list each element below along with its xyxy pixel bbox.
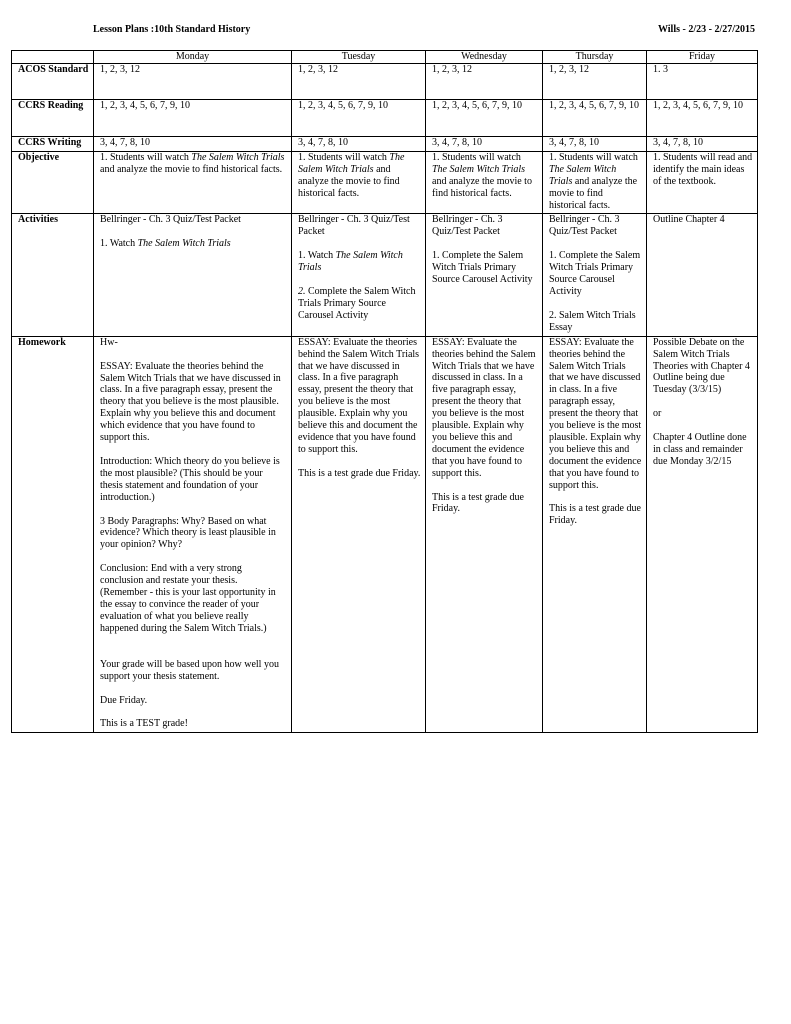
essay-prompt: ESSAY: Evaluate the theories behind the Salem Witch Trials that we have discussed in class. In a five paragraph essay, present the theory that you believe is the most plausible. Explain why you believe this and document the evidence that you have found to support this.	[549, 336, 642, 491]
movie-title: The Salem Witch Trials	[298, 250, 403, 274]
movie-title: The Salem Witch Trials	[137, 238, 231, 250]
writing-wednesday: 3, 4, 7, 8, 10	[426, 137, 543, 152]
reading-friday: 1, 2, 3, 4, 5, 6, 7, 9, 10	[647, 100, 758, 137]
row-label-writing: CCRS Writing	[12, 137, 94, 152]
day-header-thursday: Thursday	[543, 51, 647, 64]
day-header-monday: Monday	[94, 51, 292, 64]
acos-monday: 1, 2, 3, 12	[94, 64, 292, 100]
day-header-wednesday: Wednesday	[426, 51, 543, 64]
movie-title: The Salem Witch Trials	[298, 151, 405, 175]
essay-prompt: ESSAY: Evaluate the theories behind the Salem Witch Trials that we have discussed in class. In a five paragraph essay, present the theory that you believe is the most plausible. Explain why you believe this and document the evidence that you have found to support this.	[432, 336, 536, 479]
essay-prompt: ESSAY: Evaluate the theories behind the Salem Witch Trials that we have discussed in class. In a five paragraph essay, present the theory that you believe is the most plausible. Explain why you believe this and document the evidence that you have found to support this.	[298, 336, 420, 455]
writing-row	[12, 137, 758, 152]
complete-activity-text: 1. Complete the Salem Witch Trials Primary Source Carousel Activity	[549, 250, 641, 297]
reading-row	[12, 100, 758, 137]
writing-tuesday: 3, 4, 7, 8, 10	[292, 137, 426, 152]
objective-thursday: 1. Students will watch The Salem Witch Trials and analyze the movie to find historical facts.	[543, 151, 647, 214]
complete-activity-text: 2. Complete the Salem Witch Trials Primary Source Carousel Activity	[298, 286, 416, 321]
activities-row	[12, 214, 758, 336]
objective-monday: 1. Students will watch The Salem Witch Trials and analyze the movie to find historical facts.	[94, 151, 292, 214]
hw-label: Hw-	[100, 336, 118, 348]
objective-wednesday: 1. Students will watch The Salem Witch Trials and analyze the movie to find historical facts.	[426, 151, 543, 214]
activities-tuesday	[292, 214, 426, 336]
or-text: or	[653, 408, 662, 420]
homework-thursday	[543, 336, 647, 733]
test-grade-note: This is a test grade due Friday.	[298, 467, 421, 479]
writing-monday: 3, 4, 7, 8, 10	[94, 137, 292, 152]
body-instructions: 3 Body Paragraphs: Why? Based on what evidence? Which theory is least plausible in your opinion? Why?	[100, 515, 276, 551]
lesson-plan-table	[11, 50, 758, 733]
reading-thursday: 1, 2, 3, 4, 5, 6, 7, 9, 10	[543, 100, 647, 137]
activities-friday: Outline Chapter 4	[647, 214, 758, 336]
introduction-instructions: Introduction: Which theory do you believe is the most plausible? (This should be your thesis statement and foundation of your introduction.)	[100, 455, 280, 503]
essay-prompt: ESSAY: Evaluate the theories behind the Salem Witch Trials that we have discussed in class. In a five paragraph essay, present the theory that you believe is the most plausible. Explain why you believe this and document which evidence that you have found to support this.	[100, 360, 281, 444]
grade-note: Your grade will be based upon how well you support your thesis statement.	[100, 658, 279, 682]
complete-activity-text: 1. Complete the Salem Witch Trials Primary Source Carousel Activity	[432, 250, 533, 286]
acos-tuesday: 1, 2, 3, 12	[292, 64, 426, 100]
watch-text: 1. Watch The Salem Witch Trials	[298, 250, 403, 274]
movie-title: The Salem Witch Trials	[549, 163, 617, 187]
corner-cell	[12, 51, 94, 64]
debate-note: Possible Debate on the Salem Witch Trials Theories with Chapter 4 Outline being due Tuesday (3/3/15)	[653, 336, 750, 396]
homework-tuesday	[292, 336, 426, 733]
activities-thursday	[543, 214, 647, 336]
homework-friday	[647, 336, 758, 733]
homework-wednesday	[426, 336, 543, 733]
acos-friday: 1. 3	[647, 64, 758, 100]
day-header-friday: Friday	[647, 51, 758, 64]
day-header-row	[12, 51, 758, 64]
homework-monday	[94, 336, 292, 733]
due-note: Due Friday.	[100, 694, 148, 706]
test-grade-note: This is a test grade due Friday.	[432, 491, 524, 515]
objective-row	[12, 151, 758, 214]
objective-tuesday: 1. Students will watch The Salem Witch Trials and analyze the movie to find historical facts.	[292, 151, 426, 214]
homework-row	[12, 336, 758, 733]
activities-monday	[94, 214, 292, 336]
conclusion-instructions: Conclusion: End with a very strong conclusion and restate your thesis. (Remember - this is your last opportunity in the essay to convince the reader of your evaluation of what you believe really happened during the Salem Witch Trials.)	[100, 563, 276, 634]
writing-friday: 3, 4, 7, 8, 10	[647, 137, 758, 152]
acos-thursday: 1, 2, 3, 12	[543, 64, 647, 100]
row-label-objective: Objective	[12, 151, 94, 214]
outline-note: Chapter 4 Outline done in class and remainder due Monday 3/2/15	[653, 432, 747, 467]
test-grade-note: This is a test grade due Friday.	[549, 503, 641, 527]
reading-wednesday: 1, 2, 3, 4, 5, 6, 7, 9, 10	[426, 100, 543, 137]
writing-thursday: 3, 4, 7, 8, 10	[543, 137, 647, 152]
acos-wednesday: 1, 2, 3, 12	[426, 64, 543, 100]
reading-monday: 1, 2, 3, 4, 5, 6, 7, 9, 10	[94, 100, 292, 137]
essay-activity-text: 2. Salem Witch Trials Essay	[549, 309, 636, 333]
bellringer-text: Bellringer - Ch. 3 Quiz/Test Packet	[432, 214, 503, 238]
day-header-tuesday: Tuesday	[292, 51, 426, 64]
watch-text: 1. Watch The Salem Witch Trials	[100, 238, 231, 250]
row-label-reading: CCRS Reading	[12, 100, 94, 137]
movie-title: The Salem Witch Trials	[432, 163, 526, 175]
row-label-acos: ACOS Standard	[12, 64, 94, 100]
bellringer-text: Bellringer - Ch. 3 Quiz/Test Packet	[100, 214, 241, 226]
bellringer-text: Bellringer - Ch. 3 Quiz/Test Packet	[298, 214, 410, 238]
movie-title: The Salem Witch Trials	[191, 151, 285, 163]
activities-wednesday	[426, 214, 543, 336]
row-label-activities: Activities	[12, 214, 94, 336]
document-title: Lesson Plans :10th Standard History	[93, 24, 251, 35]
test-grade-note: This is a TEST grade!	[100, 718, 188, 730]
row-label-homework: Homework	[12, 336, 94, 733]
teacher-date-range: Wills - 2/23 - 2/27/2015	[657, 24, 755, 35]
acos-row	[12, 64, 758, 100]
reading-tuesday: 1, 2, 3, 4, 5, 6, 7, 9, 10	[292, 100, 426, 137]
objective-friday: 1. Students will read and identify the main ideas of the textbook.	[647, 151, 758, 214]
bellringer-text: Bellringer - Ch. 3 Quiz/Test Packet	[549, 214, 620, 238]
page-header	[93, 24, 755, 35]
